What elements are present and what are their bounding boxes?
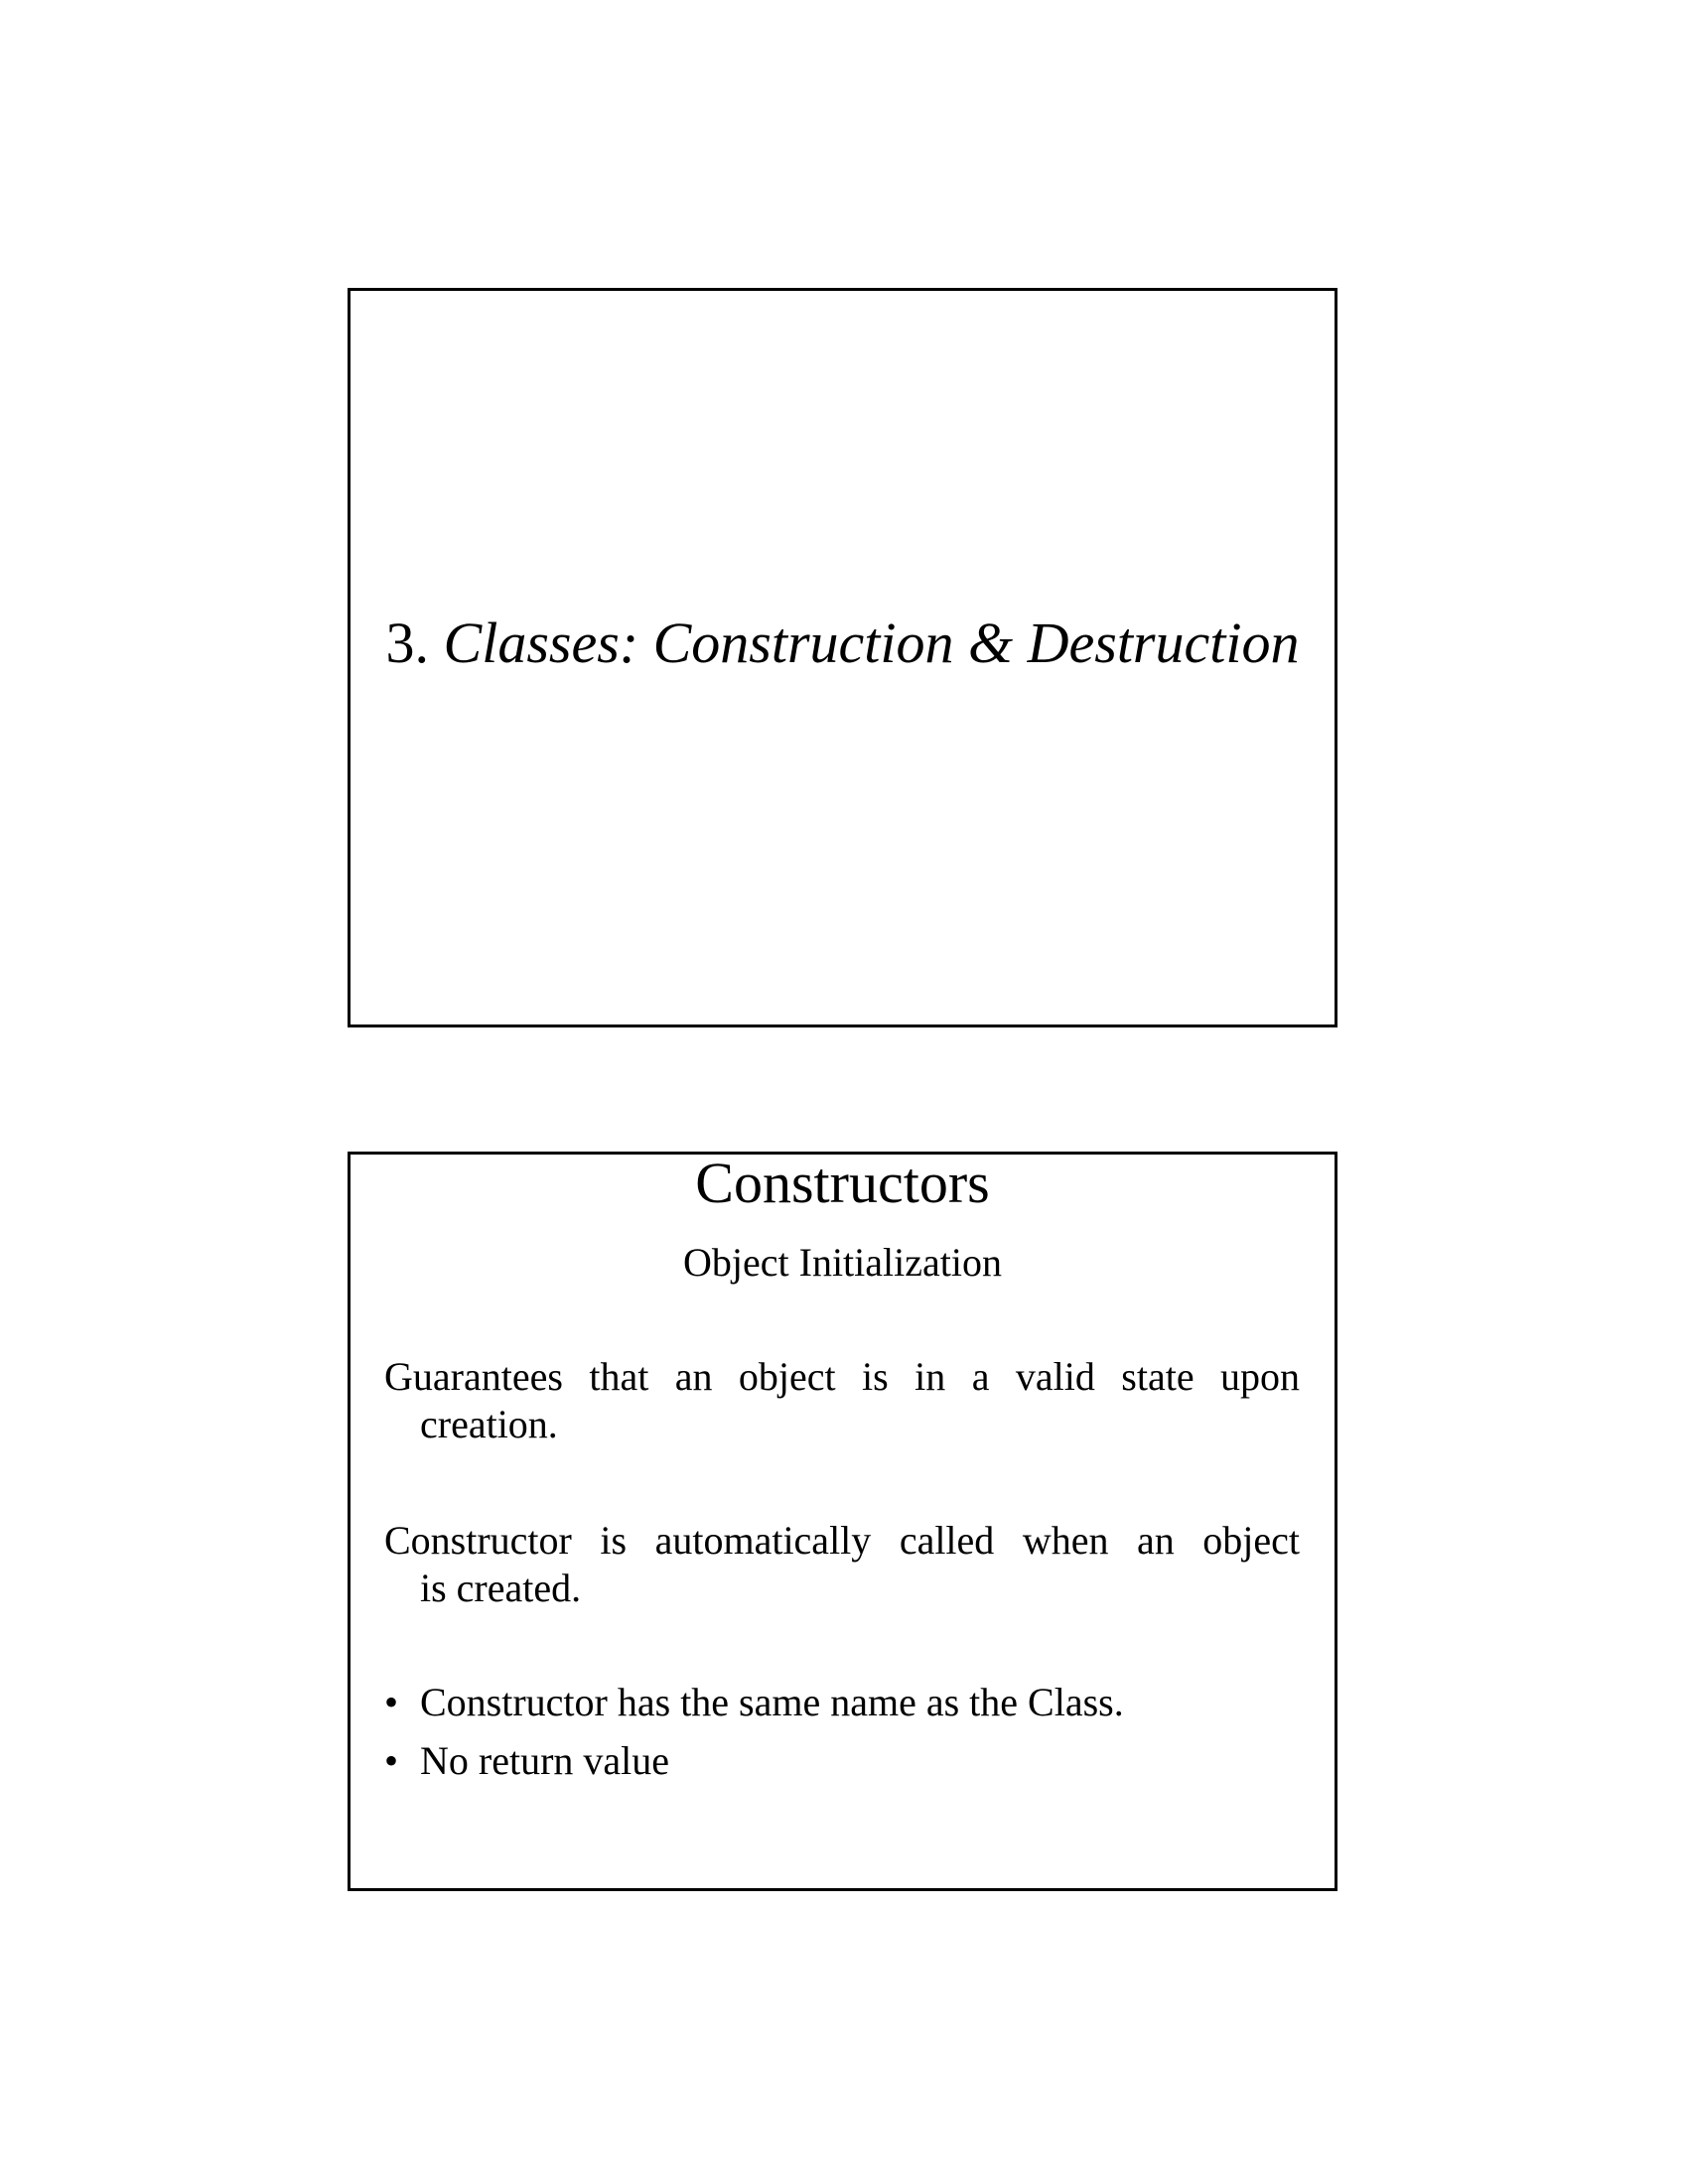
bullet-list — [384, 1679, 1124, 1796]
paragraph-guarantees — [384, 1353, 1300, 1448]
paragraph-automatic-call — [384, 1517, 1300, 1612]
slide-subtitle: Object Initialization — [683, 1240, 1002, 1285]
paragraph-line: Guarantees that an object is in a valid state upon — [384, 1354, 1300, 1399]
paragraph-line: is created. — [420, 1566, 582, 1610]
paragraph-line: creation. — [420, 1402, 558, 1446]
bullet-text: Constructor has the same name as the Class. — [420, 1680, 1124, 1724]
slide-heading — [351, 609, 1335, 678]
section-title: Classes: Construction & Destruction — [443, 611, 1300, 675]
paragraph-line: Constructor is automatically called when an object — [384, 1518, 1300, 1563]
list-item — [384, 1679, 1124, 1726]
bullet-icon: • — [384, 1738, 399, 1783]
list-item — [384, 1737, 1124, 1785]
slide-title: Constructors — [695, 1151, 990, 1215]
bullet-icon: • — [384, 1680, 399, 1724]
section-number: 3. — [385, 611, 430, 675]
bullet-text: No return value — [420, 1738, 670, 1783]
slide-title-classes — [348, 288, 1337, 1027]
slide-constructors — [348, 1152, 1337, 1891]
